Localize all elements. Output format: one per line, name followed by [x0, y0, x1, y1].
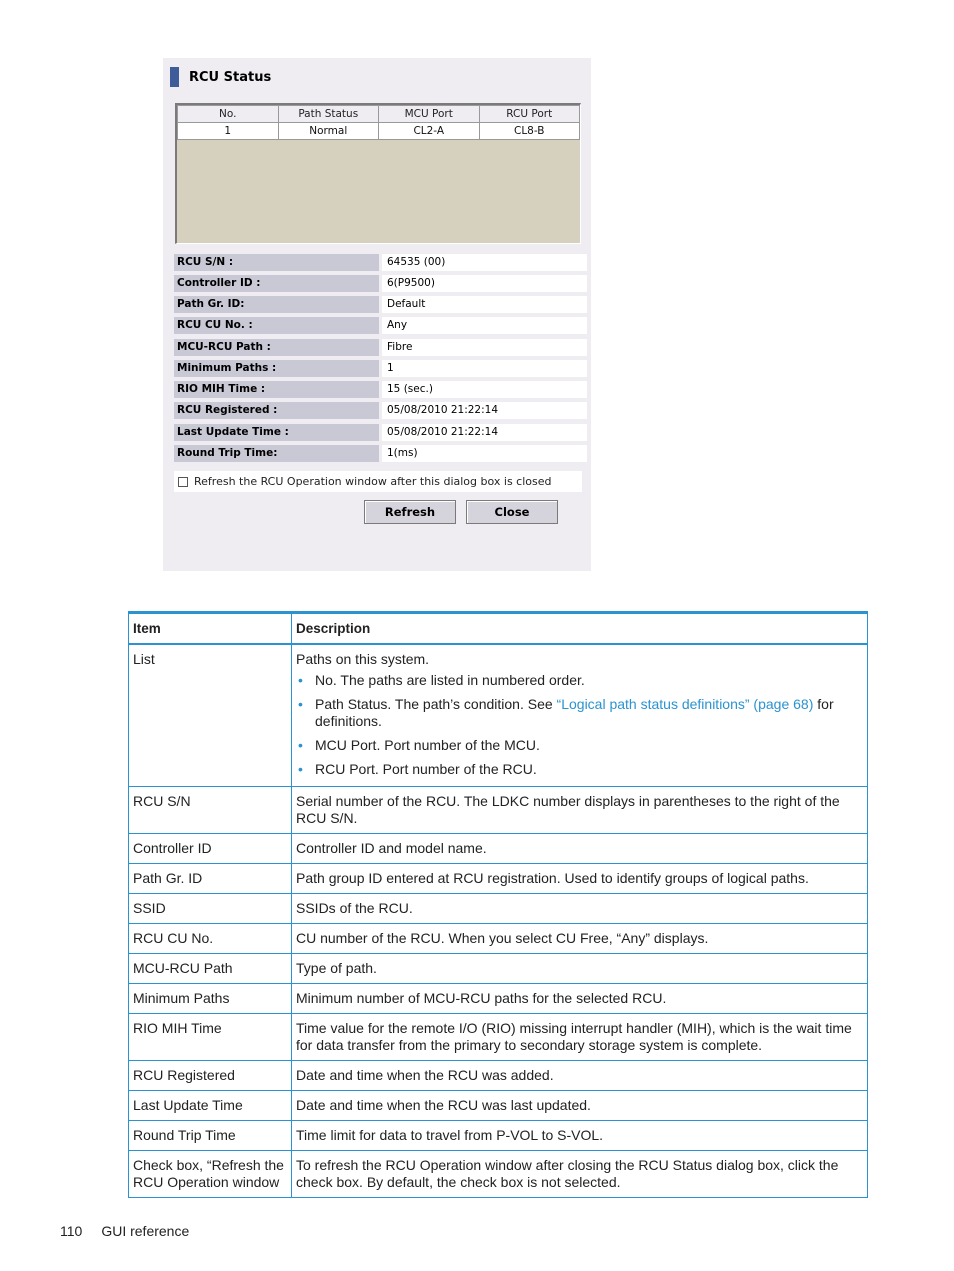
row-description: Serial number of the RCU. The LDKC number displays in parentheses to the right of the RCU S/N. — [292, 787, 868, 834]
bullet-text: RCU Port. Port number of the RCU. — [315, 761, 537, 777]
row-description: Time value for the remote I/O (RIO) missing interrupt handler (MIH), which is the wait time for data transfer from the primary to secondary storage system is complete. — [292, 1014, 868, 1061]
bullet-text: No. The paths are listed in numbered order. — [315, 672, 585, 688]
bullet-item — [296, 696, 863, 730]
property-label: RCU S/N : — [174, 254, 379, 271]
column-header-path-status[interactable]: Path Status — [278, 106, 379, 123]
grid-header-row — [178, 106, 580, 123]
row-item: RCU S/N — [129, 787, 292, 834]
property-value: 6(P9500) — [382, 275, 587, 292]
row-description: Date and time when the RCU was last updated. — [292, 1091, 868, 1121]
row-description: Minimum number of MCU-RCU paths for the selected RCU. — [292, 984, 868, 1014]
row-description — [292, 644, 868, 787]
table-row — [129, 954, 868, 984]
table-row — [129, 1014, 868, 1061]
bullet-item — [296, 761, 863, 778]
property-label: RCU CU No. : — [174, 317, 379, 334]
row-item: List — [129, 644, 292, 787]
property-value: Fibre — [382, 339, 587, 356]
bullet-item — [296, 672, 863, 689]
grid-cell-rcu-port: CL8-B — [479, 123, 580, 140]
bullet-dot-icon: • — [298, 696, 303, 712]
header-item: Item — [129, 613, 292, 645]
section-title: GUI reference — [101, 1223, 190, 1239]
row-description: CU number of the RCU. When you select CU Free, “Any” displays. — [292, 924, 868, 954]
table-row — [129, 1121, 868, 1151]
row-item: Minimum Paths — [129, 984, 292, 1014]
row-item: Round Trip Time — [129, 1121, 292, 1151]
row-item: RIO MIH Time — [129, 1014, 292, 1061]
bullet-text-after: for definitions. — [315, 696, 834, 729]
bullet-item — [296, 737, 863, 754]
row-description: Type of path. — [292, 954, 868, 984]
table-row — [129, 644, 868, 787]
list-intro: Paths on this system. — [296, 651, 430, 667]
close-button[interactable]: Close — [466, 500, 558, 524]
bullet-dot-icon: • — [298, 737, 303, 753]
grid-cell-path-status: Normal — [278, 123, 379, 140]
row-item: Controller ID — [129, 834, 292, 864]
property-value: Any — [382, 317, 587, 334]
property-label: RCU Registered : — [174, 402, 379, 419]
table-row — [129, 864, 868, 894]
bullet-dot-icon: • — [298, 761, 303, 777]
item-description-table — [128, 611, 868, 1198]
cross-reference-link[interactable]: “Logical path status definitions” (page 68) — [556, 696, 814, 712]
table-header-row — [129, 613, 868, 645]
table-row — [129, 834, 868, 864]
refresh-option-row — [174, 471, 582, 492]
row-item: Check box, “Refresh the RCU Operation window — [129, 1151, 292, 1198]
dialog-header — [170, 67, 271, 87]
bullet-text: Path Status. The path’s condition. See — [315, 696, 557, 712]
table-row — [129, 1151, 868, 1198]
rcu-status-dialog — [163, 58, 591, 571]
property-value: 1 — [382, 360, 587, 377]
property-value: Default — [382, 296, 587, 313]
grid-cell-mcu-port: CL2-A — [379, 123, 480, 140]
row-description: Date and time when the RCU was added. — [292, 1061, 868, 1091]
row-description: To refresh the RCU Operation window after closing the RCU Status dialog box, click the check box. By default, the check box is not selected. — [292, 1151, 868, 1198]
row-item: RCU CU No. — [129, 924, 292, 954]
property-label: Last Update Time : — [174, 424, 379, 441]
table-row — [129, 787, 868, 834]
page-footer — [60, 1223, 189, 1239]
title-accent-bar — [170, 67, 179, 87]
row-item: RCU Registered — [129, 1061, 292, 1091]
table-row — [129, 1091, 868, 1121]
property-value: 05/08/2010 21:22:14 — [382, 424, 587, 441]
column-header-no[interactable]: No. — [178, 106, 279, 123]
refresh-checkbox[interactable] — [178, 477, 188, 487]
column-header-rcu-port[interactable]: RCU Port — [479, 106, 580, 123]
row-item: MCU-RCU Path — [129, 954, 292, 984]
row-description: Time limit for data to travel from P-VOL to S-VOL. — [292, 1121, 868, 1151]
column-header-mcu-port[interactable]: MCU Port — [379, 106, 480, 123]
row-item: Last Update Time — [129, 1091, 292, 1121]
table-row — [129, 924, 868, 954]
row-item: SSID — [129, 894, 292, 924]
row-description: Path group ID entered at RCU registration. Used to identify groups of logical paths. — [292, 864, 868, 894]
refresh-checkbox-label[interactable]: Refresh the RCU Operation window after this dialog box is closed — [194, 475, 552, 488]
table-row — [129, 1061, 868, 1091]
grid-row[interactable] — [178, 123, 580, 140]
property-value: 64535 (00) — [382, 254, 587, 271]
path-list-grid — [175, 103, 581, 244]
table-row — [129, 894, 868, 924]
property-value: 1(ms) — [382, 445, 587, 462]
property-value: 15 (sec.) — [382, 381, 587, 398]
row-item: Path Gr. ID — [129, 864, 292, 894]
bullet-list — [296, 672, 863, 778]
property-value: 05/08/2010 21:22:14 — [382, 402, 587, 419]
property-label: Round Trip Time: — [174, 445, 379, 462]
property-label: Controller ID : — [174, 275, 379, 292]
property-label: Minimum Paths : — [174, 360, 379, 377]
refresh-button[interactable]: Refresh — [364, 500, 456, 524]
table-row — [129, 984, 868, 1014]
bullet-dot-icon: • — [298, 672, 303, 688]
property-label: RIO MIH Time : — [174, 381, 379, 398]
bullet-text: MCU Port. Port number of the MCU. — [315, 737, 540, 753]
row-description: Controller ID and model name. — [292, 834, 868, 864]
page-number: 110 — [60, 1223, 83, 1239]
property-label: MCU-RCU Path : — [174, 339, 379, 356]
property-label: Path Gr. ID: — [174, 296, 379, 313]
dialog-title: RCU Status — [189, 69, 272, 85]
grid-cell-no: 1 — [178, 123, 279, 140]
header-description: Description — [292, 613, 868, 645]
row-description: SSIDs of the RCU. — [292, 894, 868, 924]
